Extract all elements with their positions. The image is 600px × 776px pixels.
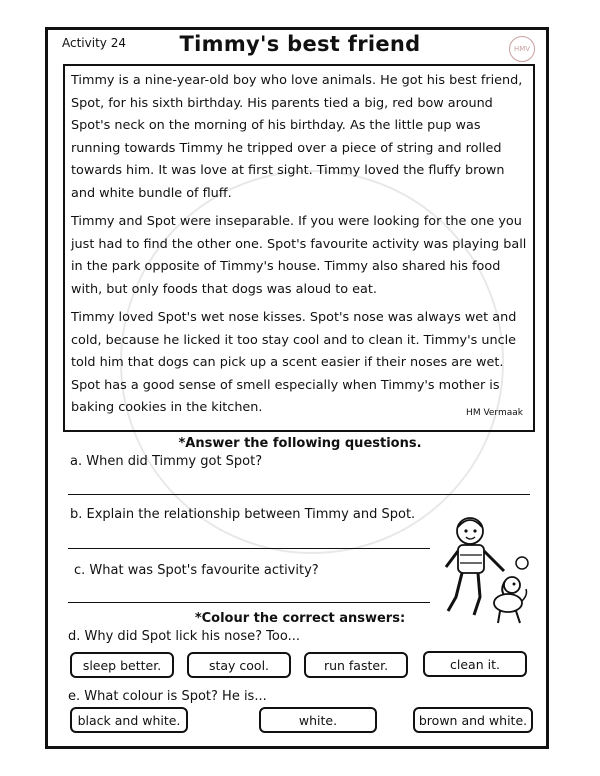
answer-line-a[interactable] [68, 494, 530, 495]
activity-label: Activity 24 [62, 36, 126, 50]
question-a: a. When did Timmy got Spot? [70, 454, 263, 469]
question-c: c. What was Spot's favourite activity? [74, 563, 319, 578]
question-b: b. Explain the relationship between Timmy and Spot. [70, 507, 416, 522]
option-stay-cool[interactable]: stay cool. [187, 652, 291, 678]
logo-icon: HMV [509, 36, 535, 62]
question-d: d. Why did Spot lick his nose? Too... [68, 629, 300, 644]
story-box [63, 64, 535, 432]
option-black-and-white[interactable]: black and white. [70, 707, 188, 733]
page-title: Timmy's best friend [179, 32, 421, 56]
answer-line-b[interactable] [68, 548, 430, 549]
author-credit: HM Vermaak [466, 407, 523, 418]
option-clean-it[interactable]: clean it. [423, 651, 527, 677]
option-white[interactable]: white. [259, 707, 377, 733]
answer-line-c[interactable] [68, 602, 430, 603]
section-heading-colour: *Colour the correct answers: [194, 611, 406, 626]
section-heading-questions: *Answer the following questions. [178, 436, 422, 451]
story-paragraph: Timmy loved Spot's wet nose kisses. Spot's nose was always wet and cold, because he licked it too stay cool and to clean it. Timmy's uncle told him that dogs can pick up a scent easier if their noses are wet. Spot has a good sense of smell especially when Timmy's mother is baking cookies in the kitchen. [71, 310, 517, 415]
question-e: e. What colour is Spot? He is... [68, 689, 267, 704]
story-paragraph: Timmy and Spot were inseparable. If you were looking for the one you just had to find the other one. Spot's favourite activity was playing ball in the park opposite of Timmy's house. Timmy also shared his food with, but only foods that dogs was aloud to eat. [71, 214, 527, 297]
option-run-faster[interactable]: run faster. [304, 652, 408, 678]
story-paragraph: Timmy is a nine-year-old boy who love animals. He got his best friend, Spot, for his sixth birthday. His parents tied a big, red bow around Spot's neck on the morning of his birthday. As the little pup was running towards Timmy he tripped over a piece of string and rolled towards him. It was love at first sight. Timmy loved the fluffy brown and white bundle of fluff. [71, 73, 523, 201]
option-sleep-better[interactable]: sleep better. [70, 652, 174, 678]
option-brown-and-white[interactable]: brown and white. [413, 707, 533, 733]
